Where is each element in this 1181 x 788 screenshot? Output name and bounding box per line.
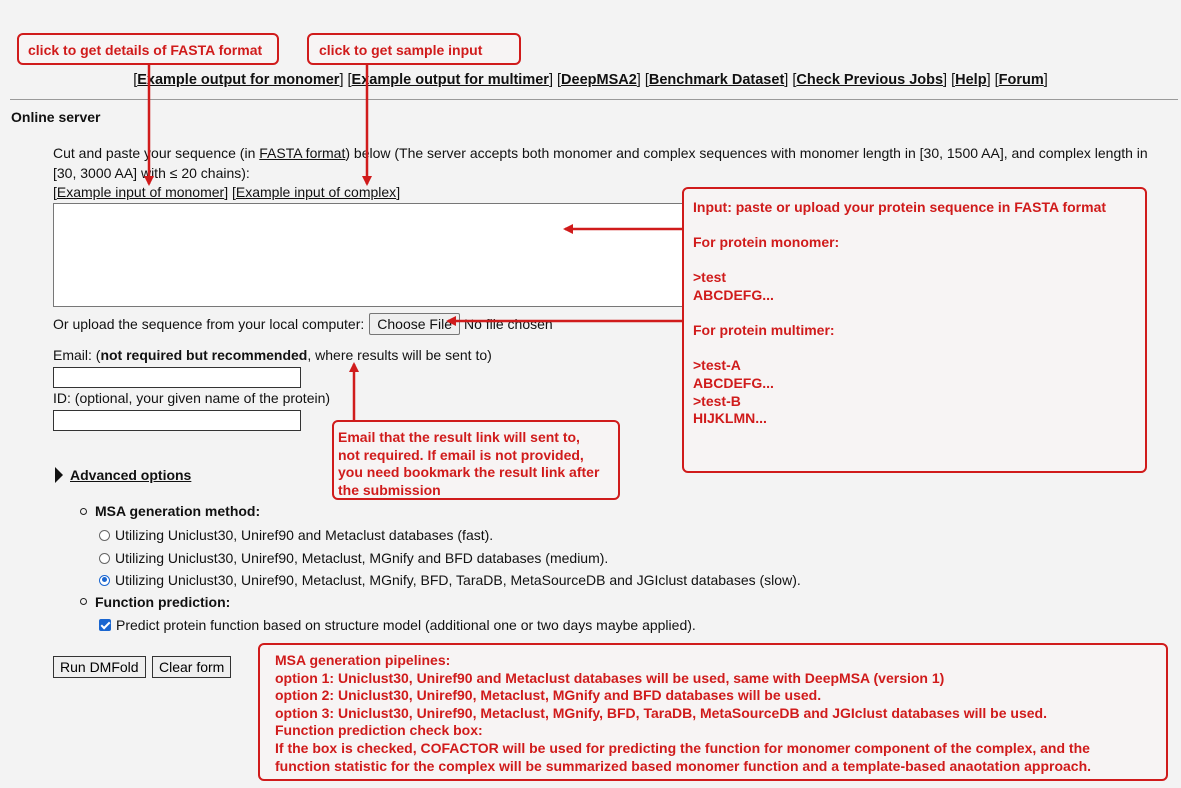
nav-help[interactable]: Help [955, 72, 987, 88]
bullet-icon [80, 508, 87, 515]
triangle-right-icon [55, 467, 63, 483]
example-complex-link[interactable]: Example input of complex [235, 184, 397, 200]
example-monomer-link[interactable]: Example input of monomer [56, 184, 225, 200]
advanced-options-label[interactable]: Advanced options [70, 467, 192, 483]
run-dmfold-button[interactable]: Run DMFold [53, 656, 146, 678]
nav-forum[interactable]: Forum [998, 72, 1044, 88]
radio-fast[interactable] [99, 530, 110, 541]
annotation-fasta-details: click to get details of FASTA format [17, 33, 279, 65]
function-prediction-title: Function prediction: [95, 594, 231, 610]
msa-method-title: MSA generation method: [95, 503, 261, 519]
annotation-pipelines: MSA generation pipelines: option 1: Uniclust30, Uniref90 and Metaclust databases will be used, same with DeepMSA (version 1) option 2: Uniclust30, Uniref90, Metaclust, MGnify and BFD databases will be used. option 3: Uniclust30, Uniref90, Metaclust, MGnify, BFD, TaraDB, MetaSourceDB and JGIclust databases will be used. Function prediction check box: If the box is checked, COFACTOR will be used for predicting the function for monomer component of the complex, and the function statistic for the complex will be summarized based monomer function and a template-based anaotation approach. [258, 643, 1168, 781]
nav-benchmark[interactable]: Benchmark Dataset [648, 72, 785, 88]
annotation-sample-input: click to get sample input [307, 33, 521, 65]
msa-option-3[interactable]: Utilizing Uniclust30, Uniref90, Metaclust, MGnify, BFD, TaraDB, MetaSourceDB and JGIclust databases (slow). [99, 572, 801, 588]
email-label: Email: (not required but recommended, where results will be sent to) [53, 347, 492, 363]
example-links: [Example input of monomer] [Example input of complex] [53, 184, 401, 200]
bullet-icon [80, 598, 87, 605]
divider [10, 99, 1178, 100]
nav-example-multimer[interactable]: Example output for multimer [351, 72, 549, 88]
id-label: ID: (optional, your given name of the protein) [53, 390, 331, 406]
radio-slow[interactable] [99, 575, 110, 586]
advanced-options-toggle[interactable] [55, 467, 191, 483]
file-status: No file chosen [463, 316, 553, 332]
function-checkbox[interactable] [99, 619, 111, 631]
fasta-format-link[interactable]: FASTA format [259, 145, 346, 161]
nav-check-jobs[interactable]: Check Previous Jobs [796, 72, 944, 88]
upload-label: Or upload the sequence from your local computer: [53, 316, 365, 332]
function-checkbox-row[interactable]: Predict protein function based on structure model (additional one or two days maybe applied). [99, 617, 696, 633]
nav-deepmsa2[interactable]: DeepMSA2 [561, 72, 637, 88]
email-input[interactable] [53, 367, 301, 388]
annotation-email-note: Email that the result link will sent to, not required. If email is not provided, you need bookmark the result link after the submission [332, 420, 620, 500]
upload-row [53, 313, 553, 335]
msa-option-1[interactable]: Utilizing Uniclust30, Uniref90 and Metaclust databases (fast). [99, 527, 493, 543]
id-input[interactable] [53, 410, 301, 431]
top-nav: [Example output for monomer] [Example output for multimer] [DeepMSA2] [Benchmark Dataset] [Check Previous Jobs] [Help] [Forum] [133, 72, 1048, 88]
intro-text: Cut and paste your sequence (in FASTA format) below (The server accepts both monomer and complex sequences with monomer length in [30, 1500 AA], and complex length in [30, 3000 AA] with ≤ 20 chains): [53, 145, 1148, 181]
msa-option-2[interactable]: Utilizing Uniclust30, Uniref90, Metaclust, MGnify and BFD databases (medium). [99, 550, 608, 566]
radio-medium[interactable] [99, 553, 110, 564]
sequence-textarea[interactable] [53, 203, 695, 307]
section-title: Online server [11, 109, 101, 125]
clear-form-button[interactable]: Clear form [152, 656, 231, 678]
annotation-input-box: Input: paste or upload your protein sequence in FASTA format For protein monomer: >test ABCDEFG... For protein multimer: >test-A ABCDEFG... >test-B HIJKLMN... [682, 187, 1147, 473]
choose-file-button[interactable]: Choose File [369, 313, 460, 335]
nav-example-monomer[interactable]: Example output for monomer [137, 72, 340, 88]
